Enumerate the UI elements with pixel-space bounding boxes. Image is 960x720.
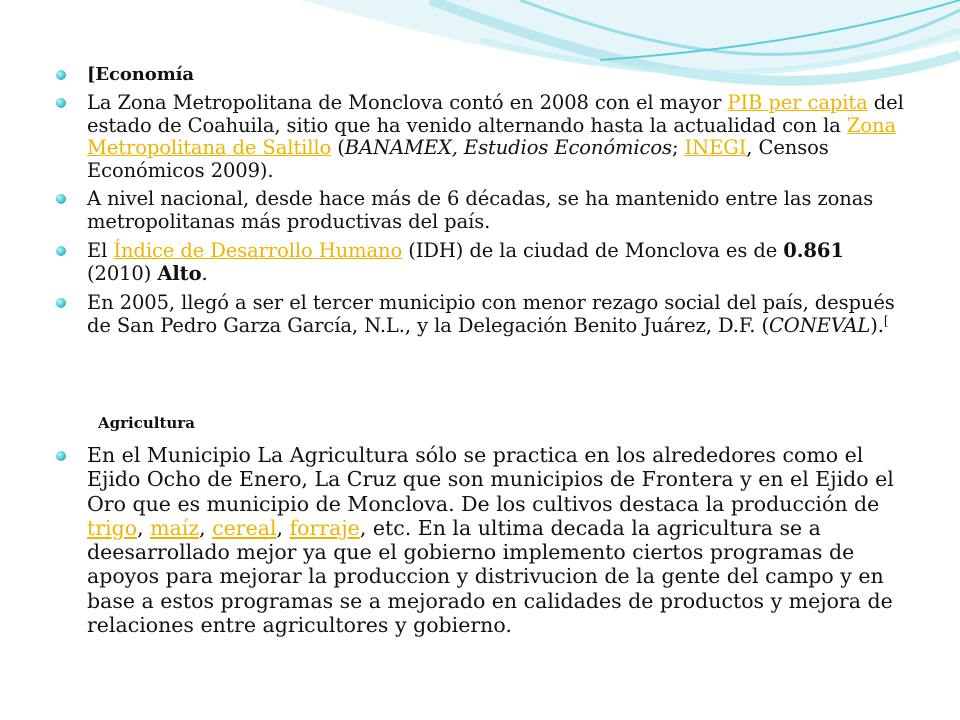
- link-trigo[interactable]: trigo: [87, 515, 138, 540]
- subheading-agricultura: Agricultura: [98, 414, 195, 432]
- paragraph-rezago-social: En 2005, llegó a ser el tercer municipio con menor rezago social del país, después de San Pedro Garza García, N.L., y la Delegación Benito Juárez, D.F. (CONEVAL).[: [87, 291, 895, 337]
- paragraph-idh: El Índice de Desarrollo Humano (IDH) de la ciudad de Monclova es de 0.861 (2010) Alto.: [87, 239, 844, 285]
- paragraph-pib: La Zona Metropolitana de Monclova contó en 2008 con el mayor PIB per capita del estado de Coahuila, sitio que ha venido alternando hasta la actualidad con la Zona Metropolitana de Saltillo (BANAMEX, Estudios Económicos; INEGI, Censos Económicos 2009).: [87, 91, 904, 182]
- link-forraje[interactable]: forraje: [289, 515, 360, 540]
- bullet-icon: [56, 451, 66, 461]
- link-maiz[interactable]: maíz: [150, 515, 200, 540]
- link-inegi[interactable]: INEGI: [684, 136, 747, 159]
- bullet-icon: [56, 194, 66, 204]
- link-cereal[interactable]: cereal: [212, 515, 277, 540]
- bullet-icon: [56, 298, 66, 308]
- link-pib-per-capita[interactable]: PIB per capita: [727, 91, 868, 114]
- bullet-icon: [56, 70, 66, 80]
- paragraph-nivel-nacional: A nivel nacional, desde hace más de 6 décadas, se ha mantenido entre las zonas metropolitanas más productivas del país.: [87, 187, 874, 233]
- link-indice-desarrollo-humano[interactable]: Índice de Desarrollo Humano: [113, 239, 403, 262]
- heading-economia: [Economía: [87, 64, 194, 85]
- bullet-icon: [56, 246, 66, 256]
- link-zona-metropolitana-saltillo[interactable]: Zona Metropolitana de Saltillo: [87, 113, 896, 159]
- bullet-icon: [56, 98, 66, 108]
- paragraph-agricultura: En el Municipio La Agricultura sólo se practica en los alrededores como el Ejido Ocho de Enero, La Cruz que son municipios de Frontera y en el Ejido el Oro que es municipio de Monclova. De los cultivos destaca la producción de trigo, maíz, cereal, forraje, etc. En la ultima decada la agricultura se a deesarrollado mejor ya que el gobierno implemento ciertos programas de apoyos para mejorar la produccion y distrivucion de la gente del campo y en base a estos programas se a mejorado en calidades de productos y mejora de relaciones entre agricultores y gobierno.: [87, 443, 894, 638]
